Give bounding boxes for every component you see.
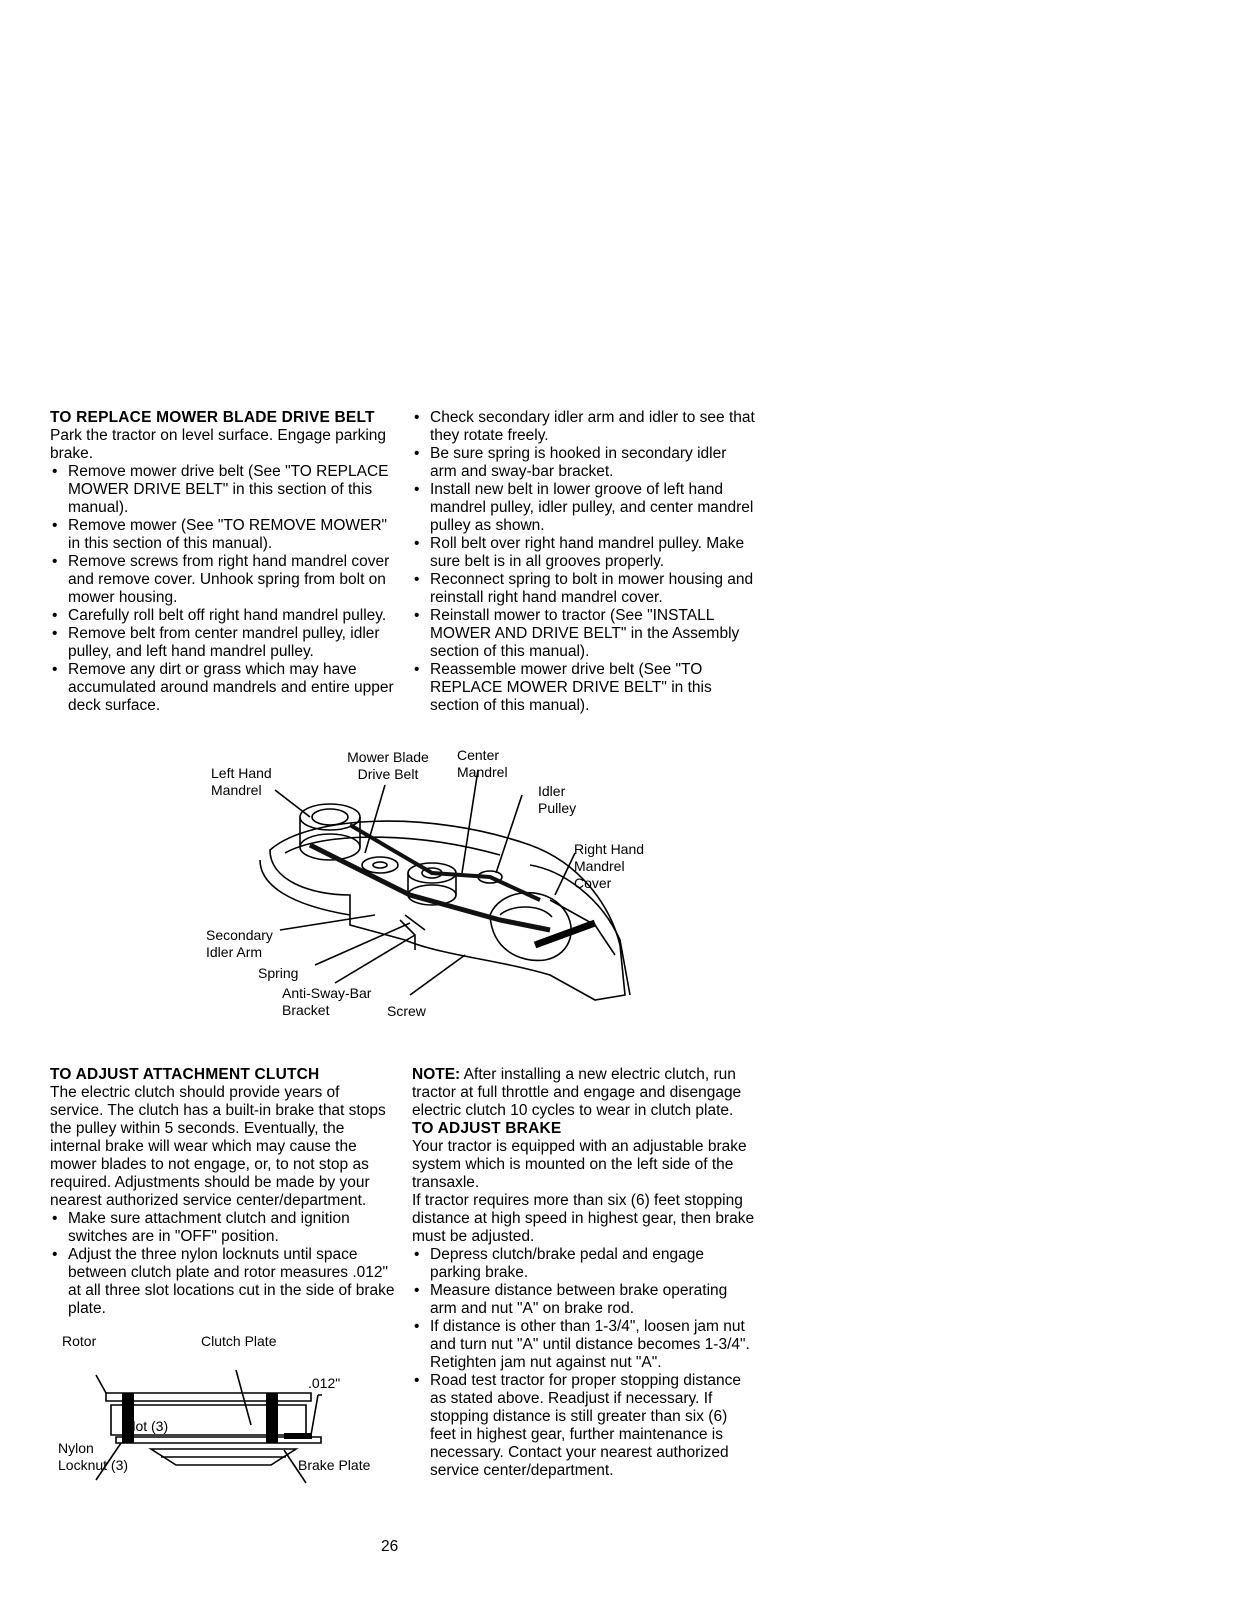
- list-item: • Depress clutch/brake pedal and engage parking brake.: [412, 1246, 757, 1282]
- replace-belt-steps: [50, 463, 395, 715]
- adjust-clutch-steps: [50, 1210, 395, 1318]
- label-rotor: Rotor: [62, 1333, 97, 1349]
- replace-belt-continued: [412, 409, 757, 715]
- list-item: • Road test tractor for proper stopping distance as stated above. Readjust if necessary. If stopping distance is still greater than six (6) feet in highest gear, further maintenance is necessary. Contact your nearest authorized service center/department.: [412, 1372, 757, 1480]
- label-idler-pulley: Idler Pulley: [538, 783, 577, 816]
- list-item: • Roll belt over right hand mandrel pulley. Make sure belt is in all grooves properly.: [412, 535, 757, 571]
- label-clutch-plate: Clutch Plate: [201, 1333, 277, 1349]
- list-item: • Reassemble mower drive belt (See "TO REPLACE MOWER DRIVE BELT" in this section of this manual).: [412, 661, 757, 715]
- label-center-mandrel: Center Mandrel: [457, 747, 508, 780]
- note-label: NOTE:: [412, 1066, 461, 1083]
- replace-belt-heading: TO REPLACE MOWER BLADE DRIVE BELT: [50, 409, 375, 426]
- list-item: • Install new belt in lower groove of left hand mandrel pulley, idler pulley, and center mandrel pulley as shown.: [412, 481, 757, 535]
- label-right-hand-mandrel-cover: Right Hand Mandrel Cover: [574, 841, 645, 891]
- list-item: • Reinstall mower to tractor (See "INSTALL MOWER AND DRIVE BELT" in the Assembly section of this manual).: [412, 607, 757, 661]
- page-number: 26: [381, 1538, 399, 1555]
- adjust-brake-steps: [412, 1246, 757, 1480]
- clutch-illustration: [56, 1365, 396, 1510]
- label-nylon-locknut: Nylon Locknut (3): [58, 1440, 129, 1473]
- list-item: • Remove mower drive belt (See "TO REPLACE MOWER DRIVE BELT" in this section of this manual).: [50, 463, 395, 517]
- label-screw: Screw: [387, 1003, 426, 1019]
- mower-deck-illustration: [200, 755, 680, 1047]
- label-secondary-idler-arm: Secondary Idler Arm: [206, 927, 273, 960]
- list-item: • Measure distance between brake operating arm and nut "A" on brake rod.: [412, 1282, 757, 1318]
- replace-belt-steps-continued: [412, 409, 757, 715]
- list-item: • Be sure spring is hooked in secondary idler arm and sway-bar bracket.: [412, 445, 757, 481]
- adjust-clutch-intro: The electric clutch should provide years of service. The clutch has a built-in brake that stops the pulley within 5 seconds. Eventually, the internal brake will wear which may cause the mower blades to not engage, or, to not stop as required. Adjustments should be made by your nearest authorized service center/department.: [50, 1084, 386, 1209]
- note-text: After installing a new electric clutch, run tractor at full throttle and engage and disengage electric clutch 10 cycles to wear in clutch plate.: [412, 1066, 742, 1119]
- label-gap: .012": [308, 1375, 341, 1391]
- list-item: • If distance is other than 1-3/4", loosen jam nut and turn nut "A" until distance becomes 1-3/4". Retighten jam nut against nut "A".: [412, 1318, 757, 1372]
- clutch-diagram: [56, 1333, 396, 1510]
- list-item: • Check secondary idler arm and idler to see that they rotate freely.: [412, 409, 757, 445]
- list-item: • Carefully roll belt off right hand mandrel pulley.: [50, 607, 395, 625]
- label-mower-blade-drive-belt: Mower Blade Drive Belt: [347, 749, 429, 782]
- replace-belt-section: [50, 409, 395, 715]
- label-anti-sway-bar-bracket: Anti-Sway-Bar Bracket: [282, 985, 372, 1018]
- adjust-brake-column: [412, 1066, 757, 1480]
- list-item: • Remove belt from center mandrel pulley, idler pulley, and left hand mandrel pulley.: [50, 625, 395, 661]
- list-item: • Remove mower (See "TO REMOVE MOWER" in this section of this manual).: [50, 517, 395, 553]
- list-item: • Adjust the three nylon locknuts until space between clutch plate and rotor measures .012" at all three slot locations cut in the side of brake plate.: [50, 1246, 395, 1318]
- list-item: • Remove screws from right hand mandrel cover and remove cover. Unhook spring from bolt on mower housing.: [50, 553, 395, 607]
- label-slot: Slot (3): [123, 1418, 169, 1434]
- adjust-brake-intro-2: If tractor requires more than six (6) feet stopping distance at high speed in highest gear, then brake must be adjusted.: [412, 1192, 755, 1245]
- note: [412, 1066, 757, 1120]
- list-item: • Make sure attachment clutch and ignition switches are in "OFF" position.: [50, 1210, 395, 1246]
- label-brake-plate: Brake Plate: [298, 1457, 371, 1473]
- adjust-brake-intro-1: Your tractor is equipped with an adjustable brake system which is mounted on the left side of the transaxle.: [412, 1138, 747, 1191]
- list-item: • Remove any dirt or grass which may have accumulated around mandrels and entire upper deck surface.: [50, 661, 395, 715]
- label-left-hand-mandrel: Left Hand Mandrel: [211, 765, 272, 798]
- adjust-clutch-heading: TO ADJUST ATTACHMENT CLUTCH: [50, 1066, 320, 1083]
- adjust-brake-heading: TO ADJUST BRAKE: [412, 1120, 562, 1137]
- adjust-clutch-section: [50, 1066, 395, 1318]
- replace-belt-intro: Park the tractor on level surface. Engage parking brake.: [50, 427, 387, 462]
- list-item: • Reconnect spring to bolt in mower housing and reinstall right hand mandrel cover.: [412, 571, 757, 607]
- label-spring: Spring: [258, 965, 299, 981]
- mower-deck-diagram: [200, 747, 680, 1047]
